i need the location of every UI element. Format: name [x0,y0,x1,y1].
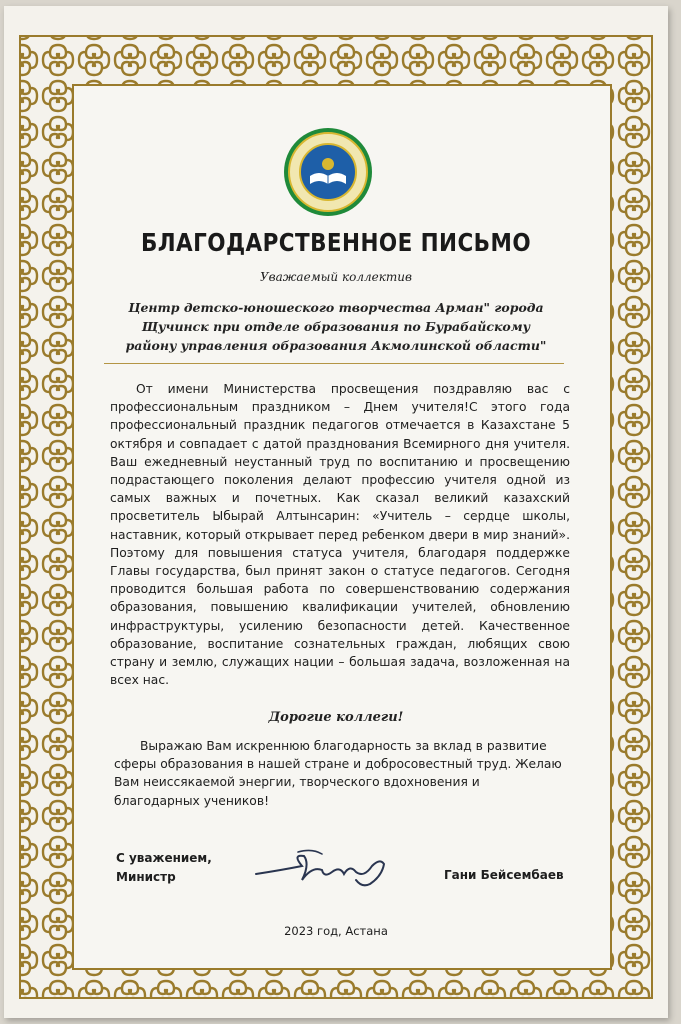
minister-name: Гани Бейсембаев [444,868,564,882]
recipient-line: району управления образования Акмолинской области" [125,338,547,353]
certificate-sheet [4,6,668,1018]
regards-line: С уважением, [116,851,212,865]
salutation: Уважаемый коллектив [259,270,412,284]
recipient-block [114,298,558,355]
ministry-emblem-icon [282,126,374,218]
regards-block [116,849,256,887]
recipient-line: Щучинск при отделе образования по Бурабайскому [141,319,531,334]
letter-title: БЛАГОДАРСТВЕННОЕ ПИСЬМО [140,228,532,257]
dear-colleagues-heading: Дорогие коллеги! [268,710,404,725]
recipient-line: Центр детско-юношеского творчества Арман" города [128,300,544,315]
divider [104,363,564,364]
thanks-paragraph: Выражаю Вам искреннюю благодарность за вклад в развитие сферы образования в нашей стране и добросовестный труд. Желаю Вам неиссякаемой энергии, творческого вдохновения и благодарных учеников! [114,739,562,808]
position-line: Министр [116,870,176,884]
date-place: 2023 год, Астана [284,924,388,938]
signature-icon [252,844,402,894]
letter-body: От имени Министерства просвещения поздравляю вас с профессиональным праздником – Днем учителя!С этого года профессиональный праздник педагогов отмечается в Казахстане 5 октября и совпадает с датой празднования Всемирного дня учителя. Ваш ежедневный неустанный труд по воспитанию и просвещению подрастающего поколения делают профессию учителя одной из самых важных и почетных. Как сказал великий казахский просветитель Ыбырай Алтынсарин: «Учитель – сердце школы, наставник, который открывает перед ребенком двери в мир знаний». Поэтому для повышения статуса учителя, благодаря поддержке Главы государства, был принят закон о статусе педагогов. Сегодня проводится большая работа по совершенствованию содержания образования, повышению квалификации учителей, обновлению инфраструктуры, усилению безопасности детей. Качественное образование, воспитание сознательных граждан, любящих свою страну и землю, служащих нации – большая задача, возложенная на всех нас. [110,382,570,688]
